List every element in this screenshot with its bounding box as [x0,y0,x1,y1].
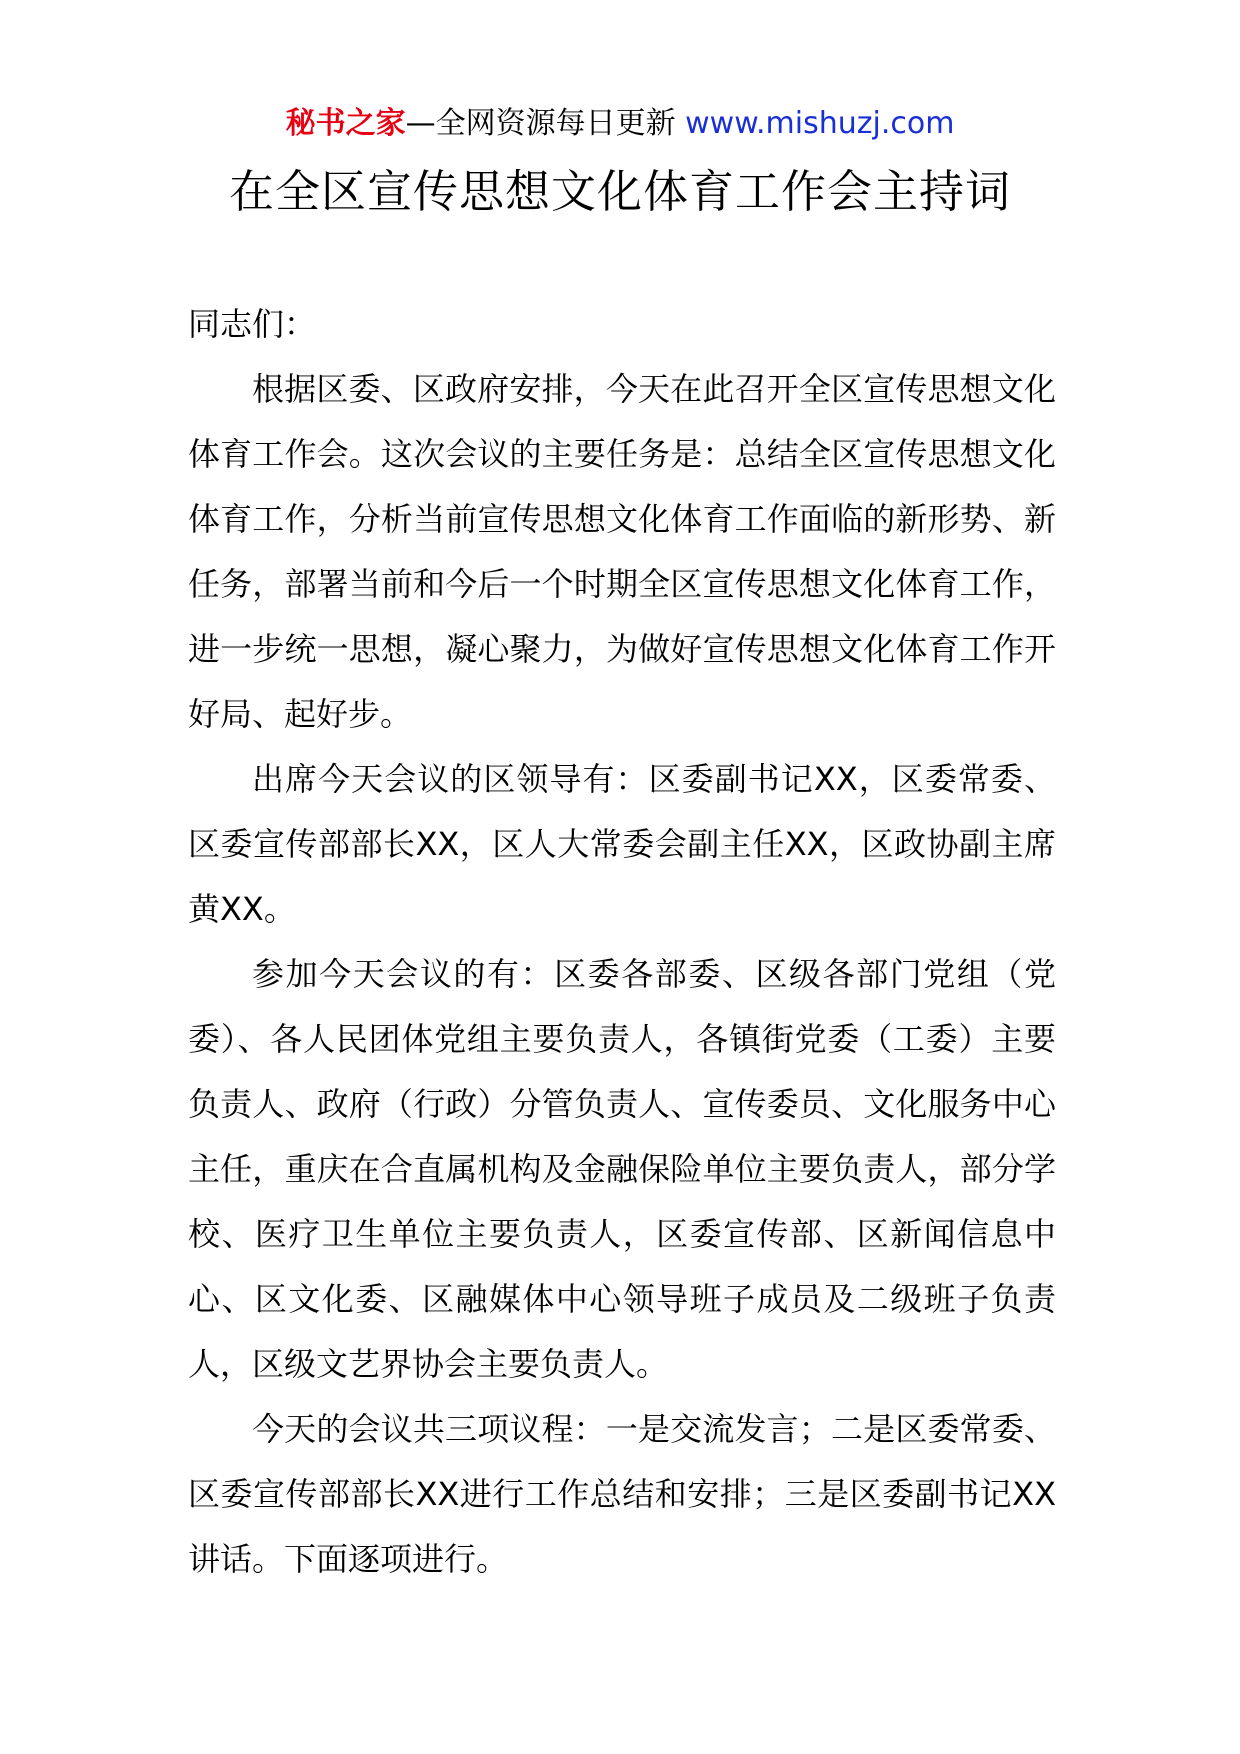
document-title: 在全区宣传思想文化体育工作会主持词 [228,165,1011,218]
greeting: 同志们： [188,305,317,343]
brand-name: 秘书之家 [285,106,406,141]
paragraph-agenda: 今天的会议共三项议程：一是交流发言；二是区委常委、区委宣传部部长XX进行工作总结和安排；三是区委副书记XX讲话。下面逐项进行。 [188,1410,1056,1578]
site-header [0,104,1240,144]
site-url-link[interactable]: www.mishuzj.com [685,106,955,141]
paragraph-participants: 参加今天会议的有：区委各部委、区级各部门党组（党委）、各人民团体党组主要负责人，各镇街党委（工委）主要负责人、政府（行政）分管负责人、宣传委员、文化服务中心主任，重庆在合直属机构及金融保险单位主要负责人，部分学校、医疗卫生单位主要负责人，区委宣传部、区新闻信息中心、区文化委、区融媒体中心领导班子成员及二级班子负责人，区级文艺界协会主要负责人。 [188,955,1056,1383]
header-slogan: —全网资源每日更新 [405,106,686,141]
paragraph-attending-leaders: 出席今天会议的区领导有：区委副书记XX，区委常委、区委宣传部部长XX，区人大常委会副主任XX，区政协副主席黄XX。 [188,760,1056,928]
document-body [188,292,1056,1592]
paragraph-purpose: 根据区委、区政府安排，今天在此召开全区宣传思想文化体育工作会。这次会议的主要任务是：总结全区宣传思想文化体育工作，分析当前宣传思想文化体育工作面临的新形势、新任务，部署当前和今后一个时期全区宣传思想文化体育工作，进一步统一思想，凝心聚力，为做好宣传思想文化体育工作开好局、起好步。 [188,370,1056,733]
